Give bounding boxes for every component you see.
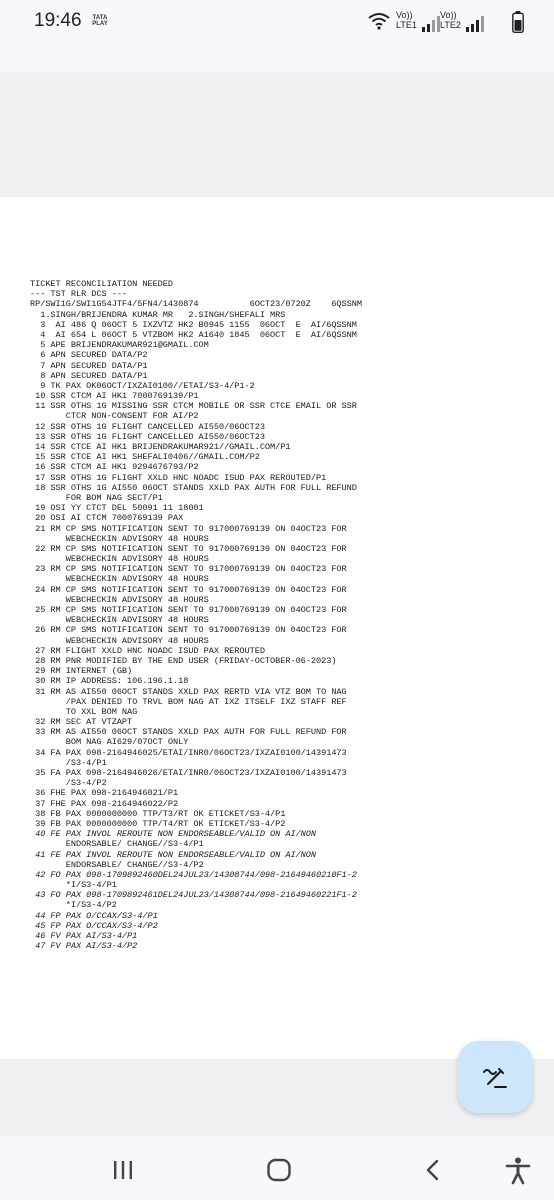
status-bar (0, 0, 554, 72)
document-line: 3 AI 486 Q 06OCT 5 IXZVTZ HK2 B0945 1155 06OCT E AI/6QSSNM (30, 319, 357, 330)
document-line: 5 APE BRIJENDRAKUMAR921@GMAIL.COM (30, 340, 209, 351)
sim1-label: Vo)) LTE1 (396, 10, 417, 30)
sim1-signal (396, 10, 440, 34)
document-line: 25 RM CP SMS NOTIFICATION SENT TO 917000769139 ON 04OCT23 FOR (30, 605, 347, 615)
document-line: 42 FO PAX 098-1709892460DEL24JUL23/14308744/098-21649460210F1-2 (30, 869, 357, 880)
document-line: /S3-4/P1 (30, 757, 107, 768)
document-line: 44 FP PAX O/CCAX/S3-4/P1 (30, 910, 158, 921)
document-line: 40 FE PAX INVOL REROUTE NON ENDORSEABLE/VALID ON AI/NON (30, 829, 316, 840)
document-line: 12 SSR OTHS 1G FLIGHT CANCELLED AI550/06OCT23 (30, 421, 265, 432)
document-line: 30 RM IP ADDRESS: 106.196.1.18 (30, 676, 189, 687)
document-line: 46 FV PAX AI/S3-4/P1 (30, 931, 138, 941)
sim2-signal (440, 10, 484, 34)
document-line: 38 FB PAX 0000000000 TTP/T3/RT OK ETICKET/S3-4/P1 (30, 808, 286, 819)
document-line: 39 FB PAX 0000000000 TTP/T4/RT OK ETICKET/S3-4/P2 (30, 818, 286, 829)
home-icon (264, 1156, 294, 1184)
document-line: ENDORSABLE/ CHANGE//S3-4/P2 (30, 859, 204, 870)
document-line: 41 FE PAX INVOL REROUTE NON ENDORSEABLE/VALID ON AI/NON (30, 849, 316, 860)
document-line: 6 APN SECURED DATA/P2 (30, 350, 148, 361)
document-line: /PAX DENIED TO TRVL BOM NAG AT IXZ ITSELF IXZ STAFF REF (30, 696, 347, 707)
document-line: 8 APN SECURED DATA/P1 (30, 370, 148, 381)
status-time: 19:46 (34, 10, 82, 31)
document-line: 23 RM CP SMS NOTIFICATION SENT TO 917000769139 ON 04OCT23 FOR (30, 564, 347, 575)
document-line: 14 SSR CTCE AI HK1 BRIJENDRAKUMAR921//GMAIL.COM/P1 (30, 442, 291, 452)
document-line: 31 RM AS AI550 06OCT STANDS XXLD PAX RERTD VIA VTZ BOM TO NAG (30, 686, 347, 697)
document-line: 13 SSR OTHS 1G FLIGHT CANCELLED AI550/06OCT23 (30, 431, 265, 442)
document-line: WEBCHECKIN ADVISORY 48 HOURS (30, 635, 209, 646)
home-button[interactable] (264, 1156, 294, 1184)
document-line: CTCR NON-CONSENT FOR AI/P2 (30, 411, 199, 422)
document-line: 16 SSR CTCM AI HK1 9294676793/P2 (30, 462, 199, 473)
document-line: TO XXL BOM NAG (30, 706, 138, 717)
back-button[interactable] (418, 1156, 448, 1184)
document-line: 11 SSR OTHS 1G MISSING SSR CTCM MOBILE OR SSR CTCE EMAIL OR SSR (30, 401, 357, 412)
signal-icon (466, 16, 484, 32)
document-line: 17 SSR OTHS 1G FLIGHT XXLD HNC NOADC ISUD PAX REROUTED/P1 (30, 472, 327, 483)
document-line: /S3-4/P2 (30, 778, 107, 789)
document-line: BOM NAG AI629/07OCT ONLY (30, 737, 189, 748)
document-line: WEBCHECKIN ADVISORY 48 HOURS (30, 594, 209, 605)
document-line: 22 RM CP SMS NOTIFICATION SENT TO 917000769139 ON 04OCT23 FOR (30, 543, 347, 554)
edit-button[interactable] (458, 1041, 532, 1113)
wifi-icon (368, 12, 390, 30)
document-line: 9 TK PAX OK06OCT/IXZAI0100//ETAI/S3-4/P1-2 (30, 380, 255, 391)
document-line: *I/S3-4/P2 (30, 900, 117, 911)
document-line: FOR BOM NAG SECT/P1 (30, 492, 163, 503)
document-line: 15 SSR CTCE AI HK1 SHEFALI0406//GMAIL.COM/P2 (30, 452, 260, 463)
sim2-label: Vo)) LTE2 (440, 10, 461, 30)
accessibility-button[interactable] (503, 1156, 533, 1184)
document-line: 35 FA PAX 098-2164946026/ETAI/INR0/06OCT23/IXZAI0100/14391473 (30, 768, 347, 778)
document-line: 37 FHE PAX 098-2164946022/P2 (30, 798, 179, 809)
document-line: 29 RM INTERNET (GB) (30, 666, 133, 677)
document-line: 28 RM PNR MODIFIED BY THE END USER (FRIDAY-OCTOBER-06-2023) (30, 655, 337, 666)
document-line: 45 FP PAX O/CCAX/S3-4/P2 (30, 920, 158, 931)
signal-icon (422, 16, 440, 32)
navigation-bar (0, 1136, 554, 1200)
recent-apps-button[interactable] (108, 1156, 138, 1184)
document-line: 43 FO PAX 098-1709892461DEL24JUL23/14308744/098-21649460221F1-2 (30, 890, 357, 901)
document-line: WEBCHECKIN ADVISORY 48 HOURS (30, 554, 209, 565)
document-line: WEBCHECKIN ADVISORY 48 HOURS (30, 615, 209, 626)
battery-icon (512, 11, 524, 33)
carrier-logo: TATA PLAY (92, 15, 108, 27)
document-line: 47 FV PAX AI/S3-4/P2 (30, 941, 138, 952)
document-line: --- TST RLR DCS --- (30, 289, 128, 300)
document-line: 18 SSR OTHS 1G AI550 06OCT STANDS XXLD PAX AUTH FOR FULL REFUND (30, 482, 357, 493)
document-line: 36 FHE PAX 098-2164946021/P1 (30, 788, 179, 799)
document-line: RP/SWI1G/SWI1G54JTF4/5FN4/1430874 6OCT23/0720Z 6QSSNM (30, 299, 362, 310)
document-line: 27 RM FLIGHT XXLD HNC NOADC ISUD PAX REROUTED (30, 645, 265, 656)
accessibility-icon (503, 1156, 533, 1186)
document-line: 32 RM SEC AT VTZAPT (30, 717, 133, 728)
document-line: TICKET RECONCILIATION NEEDED (30, 279, 173, 289)
document-line: 19 OSI YY CTCT DEL 50091 11 18001 (30, 503, 204, 514)
document-line: 33 RM AS AI550 06OCT STANDS XXLD PAX AUTH FOR FULL REFUND FOR (30, 727, 347, 738)
back-icon (418, 1156, 448, 1184)
document-line: 4 AI 654 L 06OCT 5 VTZBOM HK2 A1640 1845 06OCT E AI/6QSSNM (30, 329, 357, 340)
recent-apps-icon (108, 1156, 138, 1184)
status-icons (324, 10, 524, 34)
document-line: ENDORSABLE/ CHANGE//S3-4/P1 (30, 839, 204, 850)
document-line: 21 RM CP SMS NOTIFICATION SENT TO 917000769139 ON 04OCT23 FOR (30, 523, 347, 534)
document-text (30, 279, 362, 951)
document-line: WEBCHECKIN ADVISORY 48 HOURS (30, 574, 209, 585)
document-line: 1.SINGH/BRIJENDRA KUMAR MR 2.SINGH/SHEFALI MRS (30, 309, 286, 320)
document-line: 20 OSI AI CTCM 7000769139 PAX (30, 513, 184, 524)
document-line: 26 RM CP SMS NOTIFICATION SENT TO 917000769139 ON 04OCT23 FOR (30, 625, 347, 636)
document-line: 10 SSR CTCM AI HK1 7000769139/P1 (30, 391, 199, 402)
document-line: WEBCHECKIN ADVISORY 48 HOURS (30, 533, 209, 544)
document-line: 34 FA PAX 098-2164946025/ETAI/INR0/06OCT23/IXZAI0100/14391473 (30, 747, 347, 758)
document-line: 7 APN SECURED DATA/P1 (30, 360, 148, 371)
edit-pen-icon (481, 1063, 509, 1091)
document-line: 24 RM CP SMS NOTIFICATION SENT TO 917000769139 ON 04OCT23 FOR (30, 584, 347, 595)
document-page (0, 197, 554, 1059)
document-line: *I/S3-4/P1 (30, 880, 117, 891)
